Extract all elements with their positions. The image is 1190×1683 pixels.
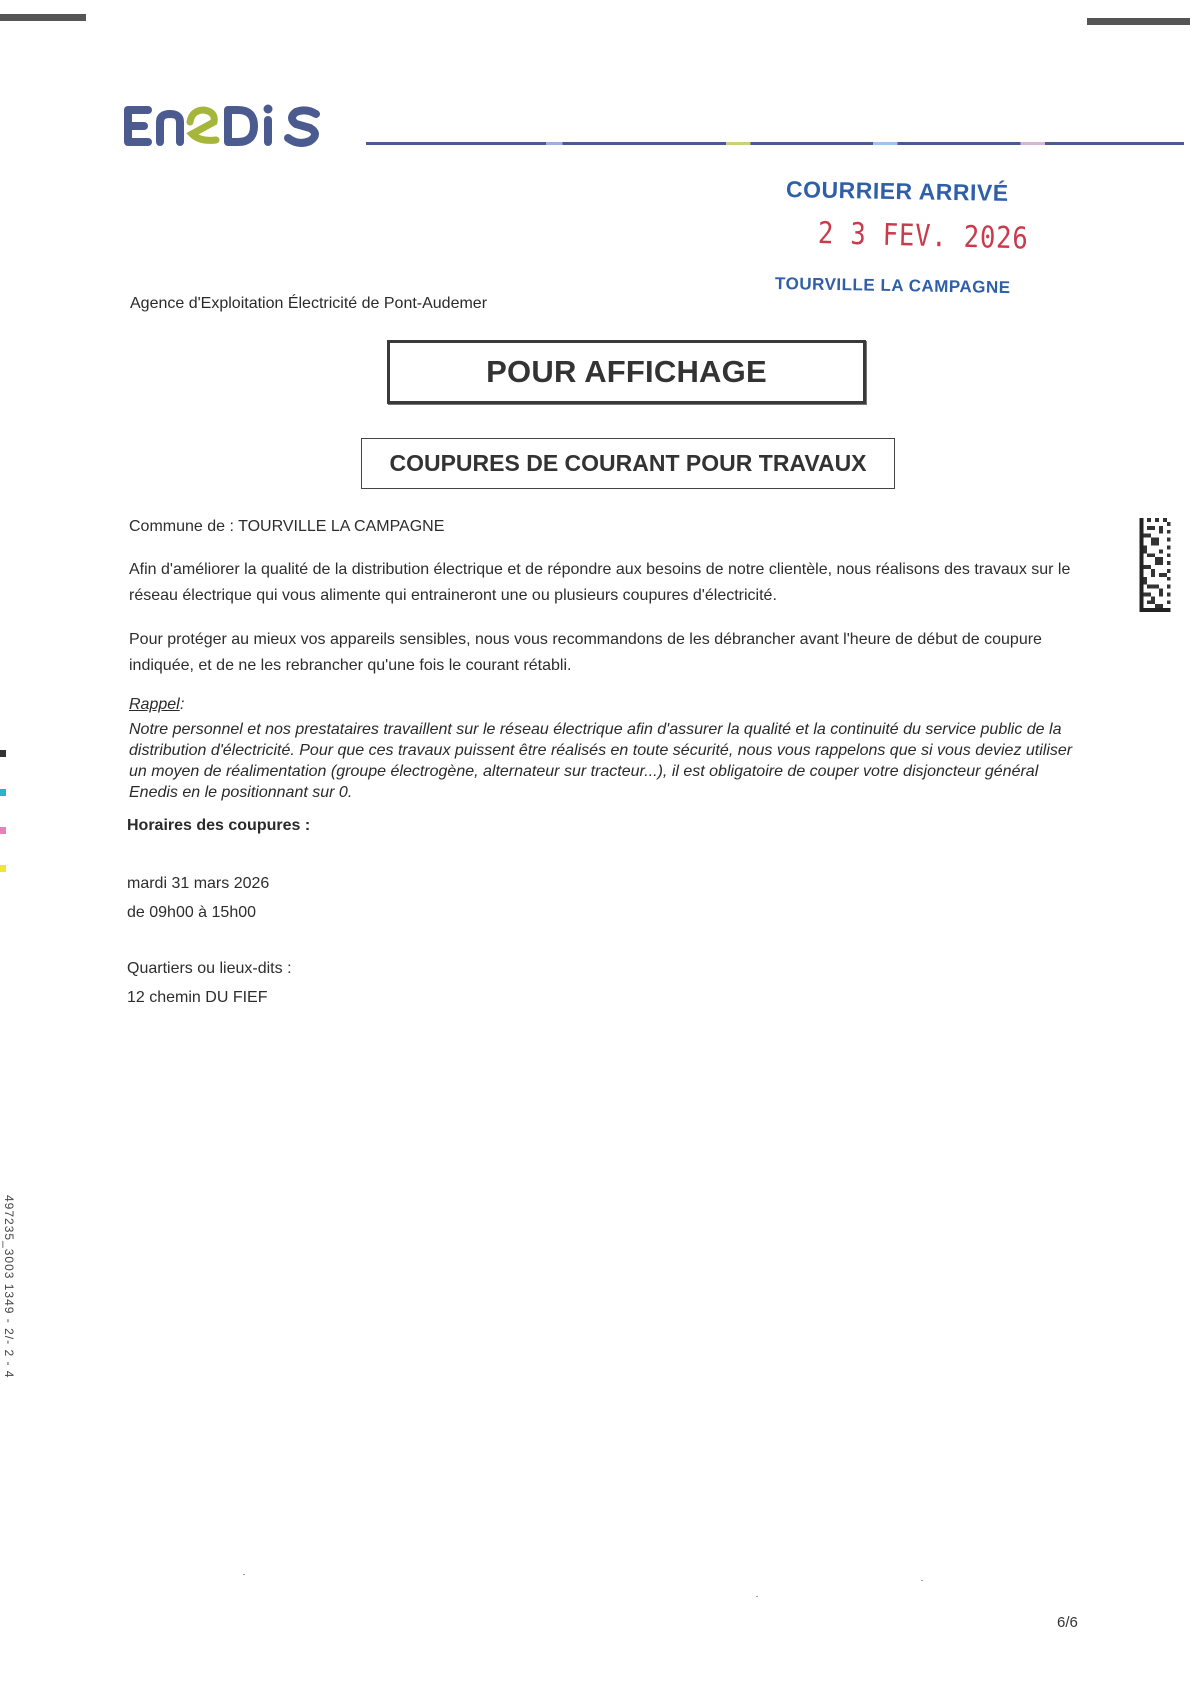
agency-name: Agence d'Exploitation Électricité de Pont-Audemer (130, 295, 488, 312)
subtitle-box (361, 438, 895, 489)
scan-speck (756, 1596, 758, 1597)
stamp-date: 2 3 FEV. 2026 (817, 216, 1030, 257)
rappel-text: Notre personnel et nos prestataires travaillent sur le réseau électrique afin d'assurer la qualité et la continuité du service public de la distribution d'électricité. Pour que ces travaux puissent être réalisés en toute sécurité, nous vous rappelons que si vous deviez utiliser un moyen de réalimentation (groupe électrogène, alternateur sur tracteur...), il est obligatoire de couper votre disjoncteur général Enedis en le positionnant sur 0. (129, 721, 1073, 801)
commune-line: Commune de : TOURVILLE LA CAMPAGNE (129, 518, 445, 535)
header-rule (366, 142, 1184, 145)
stamp-courrier-arrive: COURRIER ARRIVÉ (785, 176, 1009, 206)
location-address: 12 chemin DU FIEF (127, 989, 268, 1006)
side-reference-code: 497235_3003 1349 - 2/- 2 - 4 (2, 1195, 16, 1379)
outage-date: mardi 31 mars 2026 (127, 875, 270, 892)
registration-mark-yellow (0, 865, 6, 872)
title-box (387, 340, 866, 404)
scan-speck (243, 1574, 245, 1575)
paragraph-advice: Pour protéger au mieux vos appareils sensibles, nous vous recommandons de les débrancher avant l'heure de début de coupure indiquée, et de ne les rebrancher qu'une fois le courant rétabli. (129, 631, 1042, 674)
document-title: POUR AFFICHAGE (486, 354, 767, 389)
outage-hours: de 09h00 à 15h00 (127, 904, 257, 921)
scan-edge-mark-right (1087, 18, 1190, 25)
registration-mark-black (0, 750, 6, 757)
document-subtitle: COUPURES DE COURANT POUR TRAVAUX (389, 450, 867, 476)
rappel-label: Rappel (129, 696, 180, 713)
registration-mark-magenta (0, 827, 6, 834)
schedule-label: Horaires des coupures : (127, 817, 311, 834)
scan-speck (921, 1580, 923, 1581)
datamatrix-code (1139, 518, 1171, 612)
rappel-colon: : (180, 696, 185, 713)
registration-mark-cyan (0, 789, 6, 796)
enedis-logo (120, 96, 350, 156)
scan-edge-mark-left (0, 14, 86, 21)
location-label: Quartiers ou lieux-dits : (127, 960, 292, 977)
paragraph-intro: Afin d'améliorer la qualité de la distribution électrique et de répondre aux besoins de notre clientèle, nous réalisons des travaux sur le réseau électrique qui vous alimente qui entraineront une ou plusieurs coupures d'électricité. (129, 561, 1071, 604)
stamp-location: TOURVILLE LA CAMPAGNE (774, 273, 1011, 298)
page-number: 6/6 (1057, 1614, 1078, 1631)
